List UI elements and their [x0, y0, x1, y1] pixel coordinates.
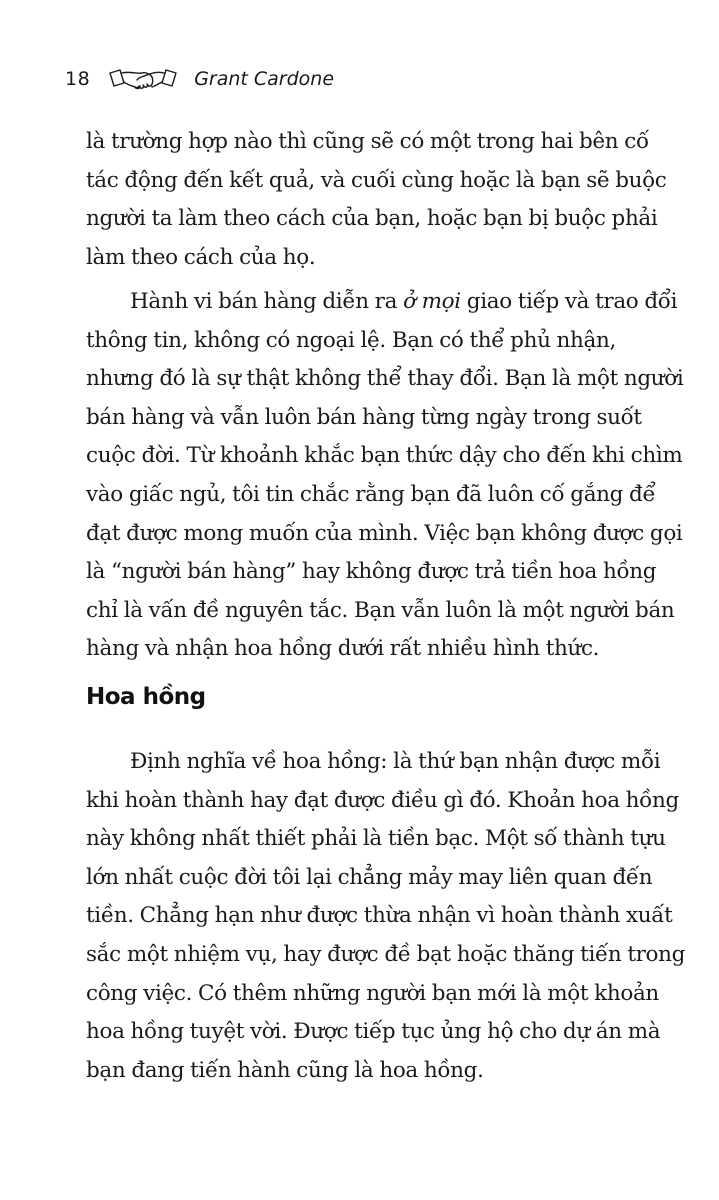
- page-number: 18: [65, 68, 91, 90]
- paragraph-sales-behavior: [86, 283, 686, 669]
- handshake-icon: [108, 65, 178, 93]
- paragraph-text-end: giao tiếp và trao đổi thông tin, không có ngoại lệ. Bạn có thể phủ nhận, nhưng đó là sự thật không thể thay đổi. Bạn là một người bán hàng và vẫn luôn bán hàng từng ngày trong suốt cuộc đời. Từ khoảnh khắc bạn thức dậy cho đến khi chìm vào giấc ngủ, tôi tin chắc rằng bạn đã luôn cố gắng để đạt được mong muốn của mình. Việc bạn không được gọi là “người bán hàng” hay không được trả tiền hoa hồng chỉ là vấn đề nguyên tắc. Bạn vẫn luôn là một người bán hàng và nhận hoa hồng dưới rất nhiều hình thức.: [86, 289, 684, 662]
- running-header: [65, 62, 334, 96]
- paragraph-text-start: Hành vi bán hàng diễn ra: [130, 289, 404, 314]
- paragraph-continued: là trường hợp nào thì cũng sẽ có một trong hai bên cố tác động đến kết quả, và cuối cùng hoặc là bạn sẽ buộc người ta làm theo cách của bạn, hoặc bạn bị buộc phải làm theo cách của họ.: [86, 129, 667, 270]
- author-name: Grant Cardone: [194, 68, 335, 90]
- section-heading: Hoa hồng: [86, 684, 206, 710]
- paragraph-commission-definition: Định nghĩa về hoa hồng: là thứ bạn nhận được mỗi khi hoàn thành hay đạt được điều gì đó. Khoản hoa hồng này không nhất thiết phải là tiền bạc. Một số thành tựu lớn nhất cuộc đời tôi lại chẳng mảy may liên quan đến tiền. Chẳng hạn như được thừa nhận vì hoàn thành xuất sắc một nhiệm vụ, hay được đề bạt hoặc thăng tiến trong công việc. Có thêm những người bạn mới là một khoản hoa hồng tuyệt vời. Được tiếp tục ủng hộ cho dự án mà bạn đang tiến hành cũng là hoa hồng.: [86, 749, 686, 1083]
- emphasis-text: ở mọi: [403, 289, 461, 314]
